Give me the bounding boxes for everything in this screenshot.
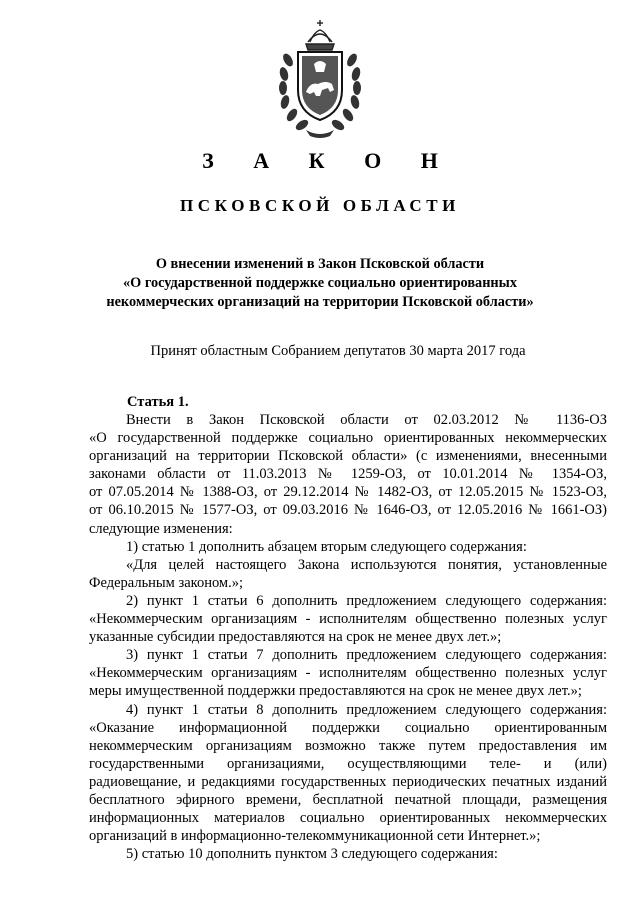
law-subtitle: ПСКОВСКОЙ ОБЛАСТИ [179,196,461,215]
heading-line: «О государственной поддержке социально ориентированных [122,275,517,291]
text-line: 5) статью 10 дополнить пунктом 3 следующего содержания: [126,846,498,863]
law-title: З А К О Н [202,148,455,173]
text-line: от 06.10.2015 № 1577-ОЗ, от 09.03.2016 № 1646-ОЗ, от 12.05.2016 № 1661-ОЗ) [89,502,607,519]
text-line: Внести в Закон Псковской области от 02.03.2012 № 1136-ОЗ [126,412,607,428]
text-line: законами области от 11.03.2013 № 1259-ОЗ, от 10.01.2014 № 1354-ОЗ, [89,466,607,483]
heading-line: некоммерческих организаций на территории Псковской области» [106,294,534,310]
coat-of-arms-emblem [270,20,370,138]
text-line: «О государственной поддержке социально ориентированных некоммерческих [89,430,607,447]
text-line: информационных материалов социально ориентированных некоммерческих [89,810,607,827]
text-line: «Оказание информационной поддержки социально ориентированным [89,719,607,736]
text-line: 4) пункт 1 статьи 8 дополнить предложением следующего содержания: [126,701,607,718]
text-line: организаций на территории Псковской области» (с изменениями, внесенными [89,448,607,465]
article-title: Статья 1. [127,394,189,410]
law-heading [0,255,640,312]
text-line: «Некоммерческим организациям - исполнителям общественно полезных услуг [89,611,607,628]
text-line: организаций в информационно-телекоммуникационной сети Интернет.»; [89,828,541,845]
article-body [89,411,607,863]
text-line: указанные субсидии предоставляются на срок не менее двух лет.»; [89,629,502,646]
heading-line: О внесении изменений в Закон Псковской области [155,256,485,272]
text-line: Федеральным законом.»; [89,574,244,591]
text-line: 3) пункт 1 статьи 7 дополнить предложением следующего содержания: [126,647,607,664]
text-line: «Некоммерческим организациям - исполнителям общественно полезных услуг [89,665,607,682]
text-line: государственными организациями, осуществляющими теле- и (или) [89,755,607,772]
text-line: бесплатного эфирного времени, бесплатной печатной площади, размещения [89,791,607,808]
text-line: 1) статью 1 дополнить абзацем вторым следующего содержания: [126,538,527,555]
text-line: 2) пункт 1 статьи 6 дополнить предложением следующего содержания: [126,592,607,609]
text-line: от 07.05.2014 № 1388-ОЗ, от 29.12.2014 № 1482-ОЗ, от 12.05.2015 № 1523-ОЗ, [89,484,607,501]
text-line: следующие изменения: [89,520,233,537]
text-line: «Для целей настоящего Закона используются понятия, установленные [126,556,607,573]
acceptance-note: Принят областным Собранием депутатов 30 марта 2017 года [150,343,526,359]
text-line: радиовещание, и редакциями государственных периодических печатных изданий [89,773,607,790]
text-line: некоммерческим организациям возможно также путем предоставления им [89,737,607,754]
text-line: меры имущественной поддержки предоставляются на срок не менее двух лет.»; [89,683,582,700]
